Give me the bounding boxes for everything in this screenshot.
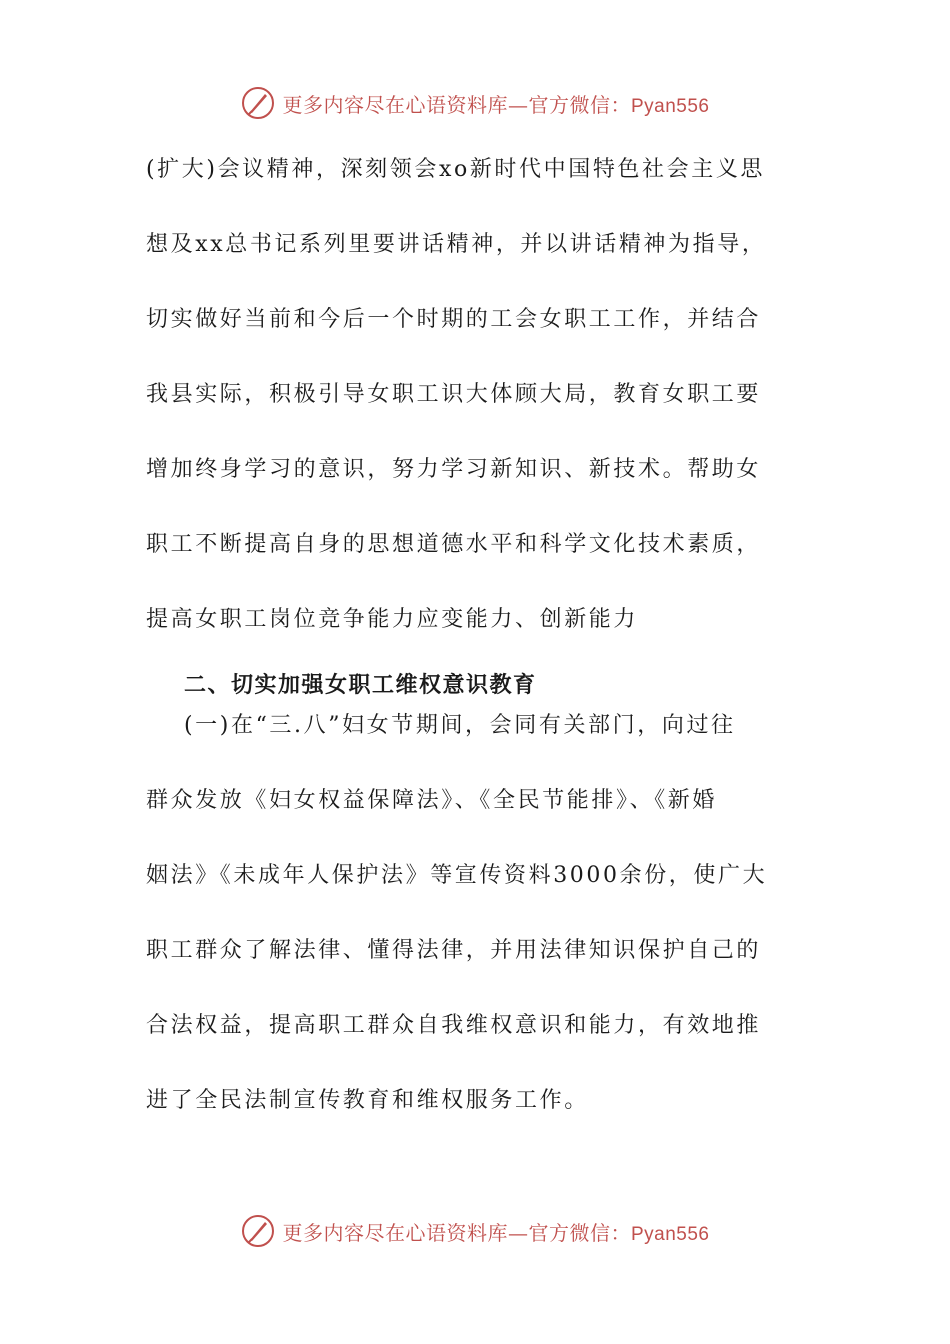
footer-banner-text: 更多内容尽在心语资料库—官方微信：Pyan556 (282, 1220, 710, 1245)
section-heading: 二、切实加强女职工维权意识教育 (184, 673, 537, 698)
header-banner-text: 更多内容尽在心语资料库—官方微信：Pyan556 (282, 92, 710, 117)
text-line: (一)在“三.八”妇女节期间，会同有关部门，向过往 (184, 713, 736, 738)
text-line: 提高女职工岗位竞争能力应变能力、创新能力 (146, 607, 639, 632)
header-banner (0, 83, 950, 123)
text-line: 增加终身学习的意识，努力学习新知识、新技术。帮助女 (146, 457, 762, 482)
text-line: 群众发放《妇女权益保障法》、《全民节能排》、《新婚 (146, 788, 718, 813)
text-line: 职工不断提高自身的思想道德水平和科学文化技术素质， (146, 532, 762, 557)
text-line: 合法权益，提高职工群众自我维权意识和能力，有效地推 (146, 1013, 762, 1038)
quill-logo-icon (240, 85, 276, 121)
text-line: (扩大)会议精神，深刻领会xo新时代中国特色社会主义思 (146, 157, 766, 182)
quill-logo-icon (240, 1213, 276, 1249)
text-line: 姻法》《未成年人保护法》等宣传资料3000余份，使广大 (146, 863, 768, 888)
text-line: 职工群众了解法律、懂得法律，并用法律知识保护自己的 (146, 938, 762, 963)
text-line: 想及xx总书记系列里要讲话精神，并以讲话精神为指导， (146, 232, 767, 257)
text-line: 我县实际，积极引导女职工识大体顾大局，教育女职工要 (146, 382, 762, 407)
text-line: 切实做好当前和今后一个时期的工会女职工工作，并结合 (146, 307, 762, 332)
footer-banner (0, 1211, 950, 1251)
header-banner-handle: Pyan556 (630, 95, 710, 117)
footer-banner-handle: Pyan556 (630, 1223, 710, 1245)
text-line: 进了全民法制宣传教育和维权服务工作。 (146, 1088, 589, 1113)
